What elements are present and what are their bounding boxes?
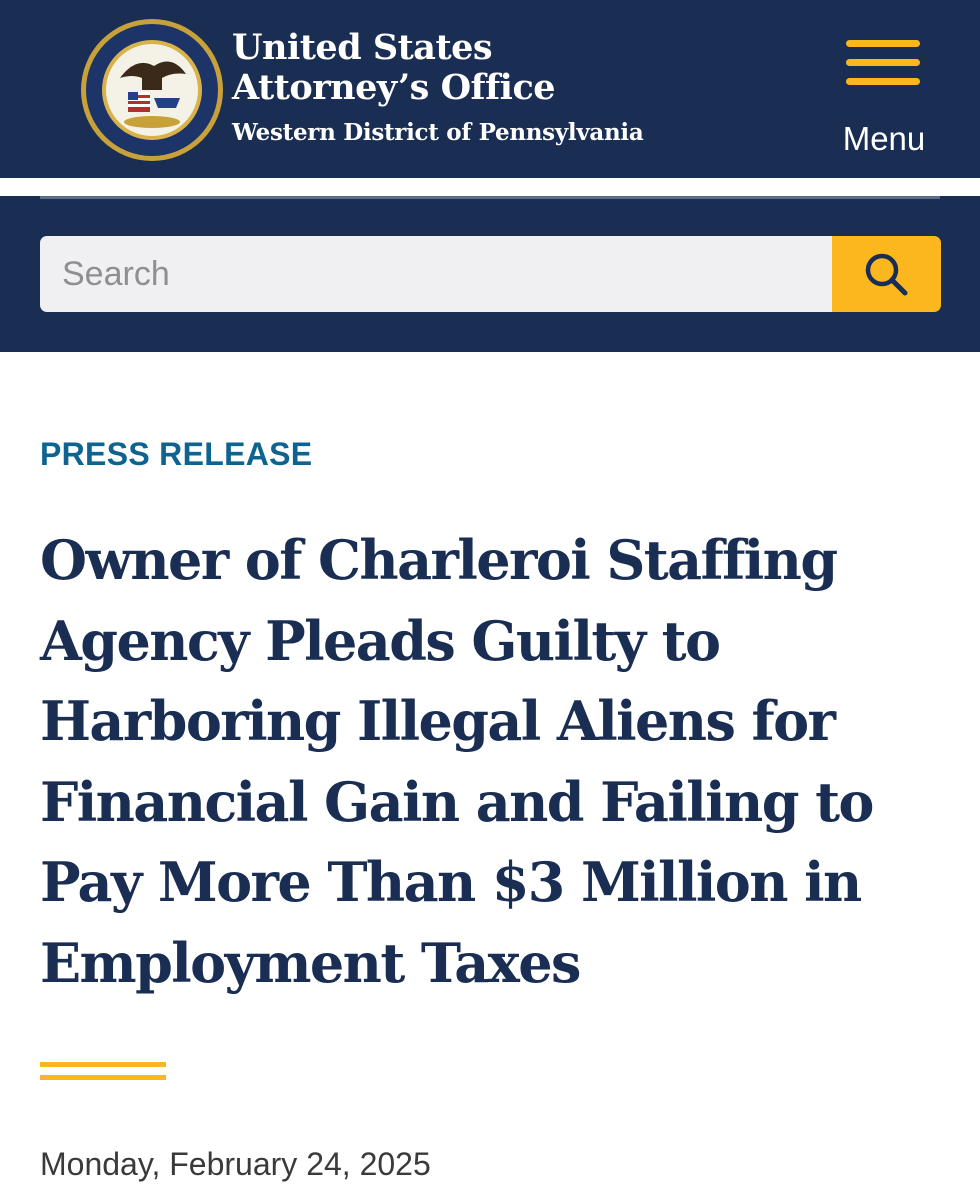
headline-line: Pay More Than $3 Million in (40, 850, 861, 914)
header-separator (0, 178, 980, 196)
headline-line: Harboring Illegal Aliens for (40, 689, 835, 753)
content-type-label: PRESS RELEASE (40, 436, 313, 472)
search-icon (863, 251, 909, 297)
headline-line: Employment Taxes (40, 930, 580, 995)
menu-button[interactable] (832, 30, 936, 160)
divider (40, 196, 940, 199)
office-title-line-2: Attorney’s Office (232, 67, 556, 108)
release-date: Monday, February 24, 2025 (40, 1146, 431, 1182)
search-input[interactable] (40, 236, 832, 312)
headline-line: Agency Pleads Guilty to (40, 608, 720, 673)
office-title-line-1: United States (232, 27, 493, 68)
hamburger-icon (846, 40, 920, 86)
search-bar (0, 196, 980, 352)
decorative-divider (40, 1062, 166, 1082)
office-title[interactable] (232, 28, 555, 108)
site-header (0, 0, 980, 178)
headline-line: Owner of Charleroi Staffing (40, 528, 837, 592)
doj-seal-logo[interactable] (80, 18, 224, 162)
menu-label: Menu (842, 120, 926, 157)
page-title (40, 520, 940, 1003)
office-district: Western District of Pennsylvania (232, 119, 644, 146)
search-button[interactable] (832, 236, 941, 312)
headline-line: Financial Gain and Failing to (40, 769, 873, 834)
